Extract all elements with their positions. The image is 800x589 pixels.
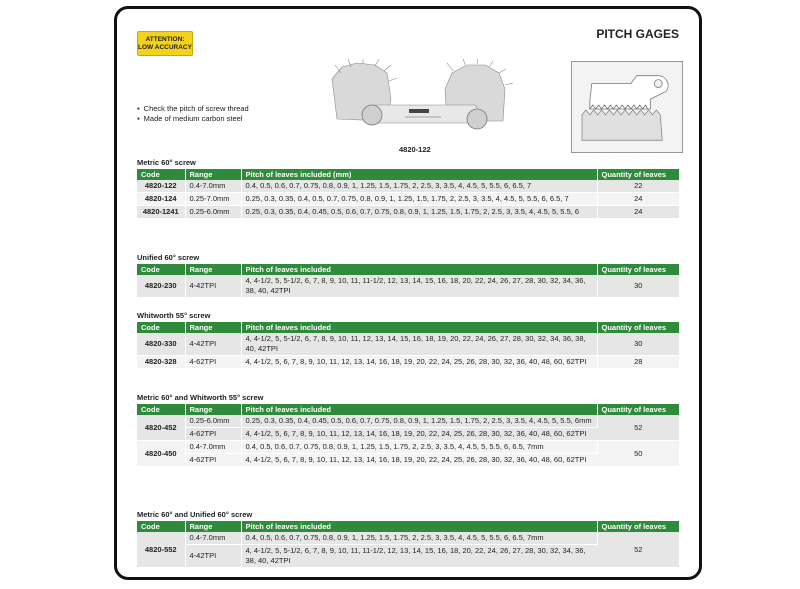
cell-pitch: 0.25, 0.3, 0.35, 0.4, 0.45, 0.5, 0.6, 0.7, 0.75, 0.8, 0.9, 1, 1.25, 1.5, 1.75, 2, 2.5, 3, 3.5, 4, 4.5, 5, 5.5, 6 xyxy=(241,206,597,219)
section-title: Unified 60° screw xyxy=(137,253,200,262)
cell-range: 0.4-7.0mm xyxy=(185,532,241,545)
table-row xyxy=(137,356,679,369)
cell-range: 4-42TPI xyxy=(185,275,241,298)
product-code-caption: 4820-122 xyxy=(399,145,431,154)
table-row xyxy=(137,415,679,428)
cell-quantity: 50 xyxy=(597,441,679,467)
col-header-range: Range xyxy=(185,404,241,415)
cell-quantity: 52 xyxy=(597,532,679,568)
cell-code: 4820-452 xyxy=(137,415,185,441)
cell-pitch: 4, 4-1/2, 5, 5-1/2, 6, 7, 8, 9, 10, 11, 11-1/2, 12, 13, 14, 15, 16, 18, 20, 22, 24, 26, 27, 28, 30, 32, 34, 36, 38, 40, 42TPI xyxy=(241,275,597,298)
cell-code: 4820-552 xyxy=(137,532,185,568)
cell-quantity: 24 xyxy=(597,206,679,219)
col-header-pitch: Pitch of leaves included xyxy=(241,264,597,275)
cell-range: 4-62TPI xyxy=(185,428,241,441)
col-header-range: Range xyxy=(185,169,241,180)
cell-pitch: 4, 4-1/2, 5, 6, 7, 8, 9, 10, 11, 12, 13, 14, 16, 18, 19, 20, 22, 24, 25, 26, 28, 30, 32, 36, 40, 48, 60, 62TPI xyxy=(241,356,597,369)
pitch-gage-image xyxy=(317,59,517,139)
cell-pitch: 0.4, 0.5, 0.6, 0.7, 0.75, 0.8, 0.9, 1, 1.25, 1.5, 1.75, 2, 2.5, 3, 3.5, 4, 4.5, 5, 5.5, 6, 6.5, 7mm xyxy=(241,532,597,545)
cell-code: 4820-450 xyxy=(137,441,185,467)
cell-range: 0.25-6.0mm xyxy=(185,415,241,428)
col-header-range: Range xyxy=(185,521,241,532)
cell-code: 4820-330 xyxy=(137,333,185,356)
cell-quantity: 30 xyxy=(597,275,679,298)
cell-code: 4820-230 xyxy=(137,275,185,298)
catalog-card xyxy=(114,6,702,580)
cell-range: 0.4-7.0mm xyxy=(185,441,241,454)
cell-code: 4820-122 xyxy=(137,180,185,193)
table-row xyxy=(137,441,679,454)
col-header-range: Range xyxy=(185,264,241,275)
cell-range: 0.25-7.0mm xyxy=(185,193,241,206)
cell-code: 4820-1241 xyxy=(137,206,185,219)
col-header-pitch: Pitch of leaves included (mm) xyxy=(241,169,597,180)
cell-range: 4-62TPI xyxy=(185,356,241,369)
cell-range: 4-62TPI xyxy=(185,454,241,467)
cell-range: 4-42TPI xyxy=(185,545,241,568)
col-header-code: Code xyxy=(137,169,185,180)
table-row xyxy=(137,206,679,219)
cell-quantity: 52 xyxy=(597,415,679,441)
table-row xyxy=(137,180,679,193)
cell-range: 0.25-6.0mm xyxy=(185,206,241,219)
section-title: Metric 60° screw xyxy=(137,158,196,167)
feature-list xyxy=(137,104,249,124)
col-header-quantity: Quantity of leaves xyxy=(597,322,679,333)
col-header-code: Code xyxy=(137,264,185,275)
col-header-range: Range xyxy=(185,322,241,333)
cell-pitch: 0.4, 0.5, 0.6, 0.7, 0.75, 0.8, 0.9, 1, 1.25, 1.5, 1.75, 2, 2.5, 3, 3.5, 4, 4.5, 5, 5.5, 6, 6.5, 7mm xyxy=(241,441,597,454)
metric-table xyxy=(137,169,679,219)
cell-range: 0.4-7.0mm xyxy=(185,180,241,193)
unified-table xyxy=(137,264,679,298)
cell-range: 4-42TPI xyxy=(185,333,241,356)
col-header-pitch: Pitch of leaves included xyxy=(241,322,597,333)
col-header-quantity: Quantity of leaves xyxy=(597,521,679,532)
feature-item: ▪ Check the pitch of screw thread xyxy=(137,104,249,114)
col-header-code: Code xyxy=(137,322,185,333)
table-row xyxy=(137,532,679,545)
col-header-quantity: Quantity of leaves xyxy=(597,264,679,275)
section-title: Whitworth 55° screw xyxy=(137,311,211,320)
cell-pitch: 0.4, 0.5, 0.6, 0.7, 0.75, 0.8, 0.9, 1, 1.25, 1.5, 1.75, 2, 2.5, 3, 3.5, 4, 4.5, 5, 5.5, 6, 6.5, 7 xyxy=(241,180,597,193)
page-title: PITCH GAGES xyxy=(596,27,679,41)
cell-code: 4820-124 xyxy=(137,193,185,206)
cell-pitch: 0.25, 0.3, 0.35, 0.4, 0.45, 0.5, 0.6, 0.7, 0.75, 0.8, 0.9, 1, 1.25, 1.5, 1.75, 2, 2.5, 3, 3.5, 4, 4.5, 5, 5.5, 6mm xyxy=(241,415,597,428)
cell-pitch: 0.25, 0.3, 0.35, 0.4, 0.5, 0.7, 0.75, 0.8, 0.9, 1, 1.25, 1.5, 1.75, 2, 2.5, 3, 3.5, 4, 4.5, 5, 5.5, 6, 6.5, 7 xyxy=(241,193,597,206)
table-row xyxy=(137,333,679,356)
col-header-quantity: Quantity of leaves xyxy=(597,169,679,180)
col-header-code: Code xyxy=(137,404,185,415)
cell-code: 4820-328 xyxy=(137,356,185,369)
feature-item: ▪ Made of medium carbon steel xyxy=(137,114,249,124)
table-row xyxy=(137,275,679,298)
col-header-code: Code xyxy=(137,521,185,532)
section-title: Metric 60° and Whitworth 55° screw xyxy=(137,393,264,402)
thread-gage-diagram xyxy=(571,61,683,153)
whitworth-table xyxy=(137,322,679,369)
col-header-quantity: Quantity of leaves xyxy=(597,404,679,415)
metric-whitworth-table xyxy=(137,404,679,467)
col-header-pitch: Pitch of leaves included xyxy=(241,404,597,415)
col-header-pitch: Pitch of leaves included xyxy=(241,521,597,532)
cell-pitch: 4, 4-1/2, 5, 5-1/2, 6, 7, 8, 9, 10, 11, 12, 13, 14, 15, 16, 18, 19, 20, 22, 24, 26, 27, 28, 30, 32, 34, 36, 38, 40, 42TPI xyxy=(241,333,597,356)
cell-quantity: 30 xyxy=(597,333,679,356)
table-row xyxy=(137,193,679,206)
cell-pitch: 4, 4-1/2, 5, 6, 7, 8, 9, 10, 11, 12, 13, 14, 16, 18, 19, 20, 22, 24, 25, 26, 28, 30, 32, 36, 40, 48, 60, 62TPI xyxy=(241,428,597,441)
cell-pitch: 4, 4-1/2, 5, 5-1/2, 6, 7, 8, 9, 10, 11, 11-1/2, 12, 13, 14, 15, 16, 18, 20, 22, 24, 26, 27, 28, 30, 32, 34, 36, 38, 40, 42TPI xyxy=(241,545,597,568)
section-title: Metric 60° and Unified 60° screw xyxy=(137,510,253,519)
metric-unified-table xyxy=(137,521,679,568)
cell-quantity: 22 xyxy=(597,180,679,193)
attention-badge: ATTENTION: LOW ACCURACY xyxy=(137,31,193,56)
cell-pitch: 4, 4-1/2, 5, 6, 7, 8, 9, 10, 11, 12, 13, 14, 16, 18, 19, 20, 22, 24, 25, 26, 28, 30, 32, 36, 40, 48, 60, 62TPI xyxy=(241,454,597,467)
cell-quantity: 28 xyxy=(597,356,679,369)
cell-quantity: 24 xyxy=(597,193,679,206)
